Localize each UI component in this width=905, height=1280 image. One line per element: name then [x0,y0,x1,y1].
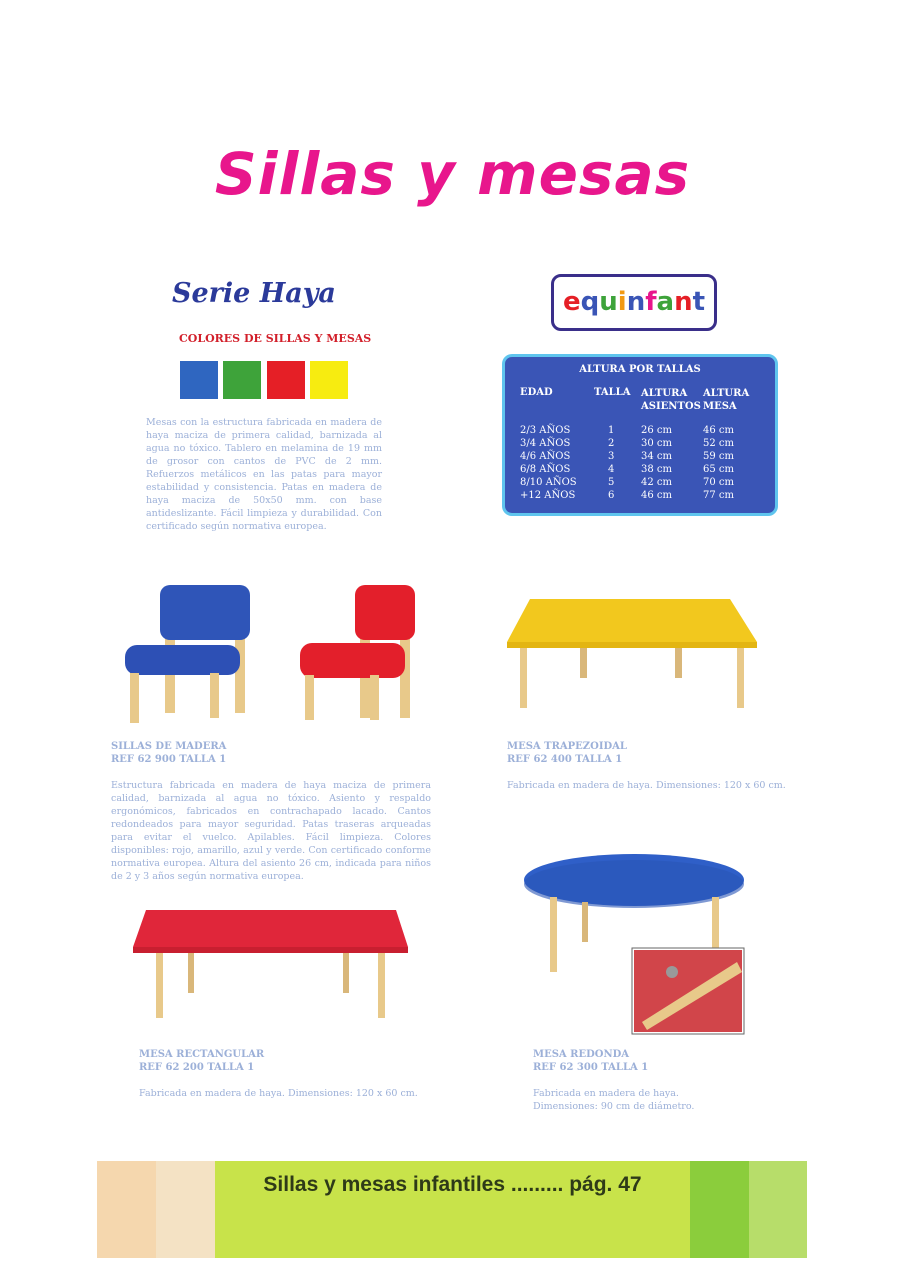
colors-label: COLORES DE SILLAS Y MESAS [179,332,372,345]
header-edad: EDAD [520,387,553,398]
equinfant-logo [551,274,717,331]
round-table-image [522,852,747,1037]
rectangular-table-image [128,905,413,1025]
table-cell: 2/3 AÑOS [520,425,571,436]
table-cell: 5 [608,477,615,488]
table-cell: 59 cm [703,451,734,462]
table-cell: +12 AÑOS [520,490,576,501]
footer-band-4 [690,1161,749,1258]
trapezoidal-ref: REF 62 400 TALLA 1 [507,754,623,765]
logo-letter: f [645,287,657,317]
table-cell: 38 cm [641,464,672,475]
table-cell: 34 cm [641,451,672,462]
chairs-name: SILLAS DE MADERA [111,741,227,752]
trapezoidal-description: Fabricada en madera de haya. Dimensiones: 120 x 60 cm. [507,780,786,791]
rectangular-description: Fabricada en madera de haya. Dimensiones: 120 x 60 cm. [139,1088,418,1099]
table-cell: 77 cm [703,490,734,501]
footer-page-label: Sillas y mesas infantiles ......... pág. 47 [263,1173,642,1196]
table-cell: 3/4 AÑOS [520,438,571,449]
trapezoidal-table-image [505,597,760,717]
color-swatch-yellow [310,361,348,399]
table-cell: 42 cm [641,477,672,488]
round-description-1: Fabricada en madera de haya. [533,1088,679,1099]
header-altura-asientos: ALTURA ASIENTOS [641,388,701,412]
round-ref: REF 62 300 TALLA 1 [533,1062,649,1073]
table-cell: 52 cm [703,438,734,449]
table-cell: 30 cm [641,438,672,449]
header-altura-mesa: ALTURA MESA [703,388,750,412]
table-cell: 2 [608,438,615,449]
logo-letter: t [692,287,706,317]
color-swatch-green [223,361,261,399]
color-swatch-red [267,361,305,399]
footer-band-5 [749,1161,807,1258]
table-cell: 65 cm [703,464,734,475]
logo-letter: a [656,287,675,317]
footer-band-2 [156,1161,215,1258]
rectangular-ref: REF 62 200 TALLA 1 [139,1062,255,1073]
sizes-table-title: ALTURA POR TALLAS [579,364,701,375]
logo-letter: n [674,287,693,317]
table-cell: 4/6 AÑOS [520,451,571,462]
trapezoidal-name: MESA TRAPEZOIDAL [507,741,627,752]
table-cell: 6/8 AÑOS [520,464,571,475]
logo-letter: u [599,287,618,317]
logo-letter: i [617,287,627,317]
color-swatch-blue [180,361,218,399]
page-title: Sillas y mesas [214,140,691,208]
table-cell: 46 cm [703,425,734,436]
chairs-description: Estructura fabricada en madera de haya maciza de primera calidad, barnizada al agua no tóxico. Asiento y respaldo ergonómicos, fabricados en contrachapado lacado. Cantos redondeados para mayor seguridad. Patas traseras arqueadas para evitar el vuelco. Apilables. Fácil limpieza. Colores disponibles: rojo, amarillo, azul y verde. Con certificado conforme normativa europea. Altura del asiento 26 cm, indicada para niños de 2 y 3 años según normativa europea. [111,780,431,882]
table-cell: 70 cm [703,477,734,488]
table-cell: 8/10 AÑOS [520,477,577,488]
footer-band-1 [97,1161,156,1258]
sizes-table [502,354,778,516]
logo-letter: q [580,287,600,317]
rectangular-name: MESA RECTANGULAR [139,1049,265,1060]
series-title: Serie Haya [172,278,336,309]
wooden-chairs-image [110,583,435,728]
round-name: MESA REDONDA [533,1049,630,1060]
table-cell: 1 [608,425,615,436]
table-cell: 46 cm [641,490,672,501]
series-description: Mesas con la estructura fabricada en madera de haya maciza de primera calidad, barnizada al agua no tóxico. Tablero en melamina de 19 mm de grosor con cantos de PVC de 2 mm. Refuerzos metálicos en las patas para mayor estabilidad y consistencia. Patas en madera de haya maciza de 50x50 mm. con base antideslizante. Fácil limpieza y durabilidad. Con certificado según normativa europea. [146,417,382,532]
table-cell: 3 [608,451,615,462]
chairs-ref: REF 62 900 TALLA 1 [111,754,227,765]
table-cell: 4 [608,464,615,475]
logo-letter: n [626,287,646,317]
round-description-2: Dimensiones: 90 cm de diámetro. [533,1101,695,1112]
logo-letter: e [562,287,581,317]
header-talla: TALLA [594,387,631,398]
table-cell: 26 cm [641,425,672,436]
table-cell: 6 [608,490,615,501]
